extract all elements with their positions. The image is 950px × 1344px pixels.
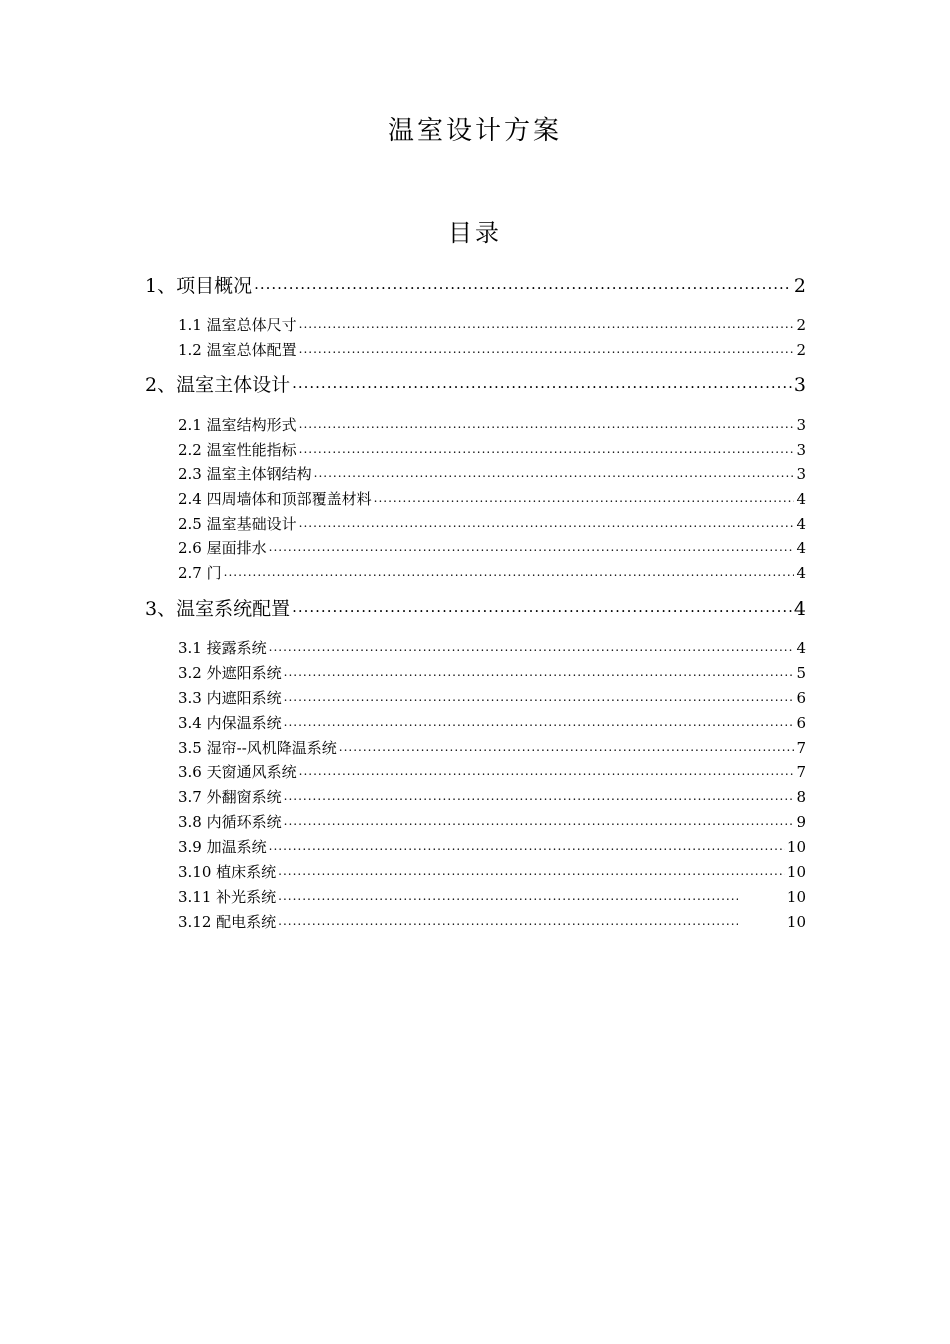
toc-entry-2-2[interactable]	[178, 439, 806, 461]
toc-entry-label: 3.7 外翻窗系统	[178, 788, 282, 806]
toc-entry-page: 4	[796, 564, 806, 582]
toc-entry-2-3[interactable]	[178, 463, 806, 485]
toc-entry-label: 3.9 加温系统	[178, 838, 267, 856]
toc-entry-2-5[interactable]	[178, 513, 806, 535]
toc-leader-dots	[278, 887, 738, 902]
toc-entry-label: 2.3 温室主体钢结构	[178, 465, 312, 483]
toc-leader-dots	[284, 713, 795, 728]
toc-entry-label: 2.5 温室基础设计	[178, 515, 297, 533]
toc-leader-dots	[254, 273, 792, 292]
toc-leader-dots	[292, 596, 792, 615]
toc-entry-label: 2.6 屋面排水	[178, 539, 267, 557]
toc-leader-dots	[299, 340, 795, 355]
toc-entry-page: 2	[793, 275, 806, 297]
toc-leader-dots	[299, 415, 795, 430]
toc-leader-dots	[339, 738, 795, 753]
toc-heading: 目录	[448, 219, 502, 247]
toc-entry-3-2[interactable]	[178, 662, 806, 684]
toc-leader-dots	[284, 688, 795, 703]
toc-entry-page: 3	[796, 441, 806, 459]
toc-entry-3-9[interactable]	[178, 836, 806, 858]
toc-entry-page: 10	[786, 838, 806, 856]
toc-entry-page: 2	[796, 341, 806, 359]
toc-entry-label: 3.3 内遮阳系统	[178, 689, 282, 707]
toc-entry-label: 3.12 配电系统	[178, 913, 277, 931]
toc-entry-3-10[interactable]	[178, 861, 806, 883]
toc-leader-dots	[299, 514, 795, 529]
toc-entry-label: 2.2 温室性能指标	[178, 441, 297, 459]
toc-entry-3-4[interactable]	[178, 712, 806, 734]
toc-entry-2-6[interactable]	[178, 537, 806, 559]
toc-entry-page: 2	[796, 316, 806, 334]
toc-entry-page: 4	[796, 490, 806, 508]
toc-entry-label: 1、项目概况	[145, 275, 253, 297]
toc-entry-page: 5	[796, 664, 806, 682]
toc-entry-label: 2.1 温室结构形式	[178, 416, 297, 434]
toc-entry-3-12[interactable]	[178, 911, 806, 933]
toc-leader-dots	[284, 663, 795, 678]
toc-entry-label: 2.4 四周墙体和顶部覆盖材料	[178, 490, 372, 508]
toc-entry-label: 3、温室系统配置	[145, 598, 291, 620]
toc-entry-page: 3	[793, 374, 806, 396]
toc-entry-page: 4	[796, 639, 806, 657]
toc-entry-page: 4	[796, 539, 806, 557]
toc-entry-page: 4	[793, 598, 806, 620]
toc-entry-3-7[interactable]	[178, 786, 806, 808]
toc-entry-label: 3.1 接露系统	[178, 639, 267, 657]
toc-leader-dots	[299, 440, 795, 455]
toc-entry-label: 2.7 门	[178, 564, 222, 582]
toc-entry-2-4[interactable]	[178, 488, 806, 510]
toc-entry-page: 10	[786, 888, 806, 906]
toc-entry-label: 3.6 天窗通风系统	[178, 763, 297, 781]
toc-entry-section-3[interactable]	[145, 596, 806, 622]
toc-leader-dots	[284, 787, 795, 802]
toc-entry-page: 3	[796, 465, 806, 483]
toc-leader-dots	[292, 372, 792, 391]
toc-entry-page: 4	[796, 515, 806, 533]
toc-leader-dots	[314, 464, 795, 479]
toc-entry-1-2[interactable]	[178, 339, 806, 361]
toc-leader-dots	[278, 912, 738, 927]
toc-leader-dots	[278, 862, 785, 877]
toc-entry-2-1[interactable]	[178, 414, 806, 436]
toc-entry-page: 7	[796, 739, 806, 757]
document-title: 温室设计方案	[387, 116, 562, 146]
toc-entry-label: 3.10 植床系统	[178, 863, 277, 881]
toc-entry-page: 8	[796, 788, 806, 806]
toc-leader-dots	[284, 812, 795, 827]
toc-entry-1-1[interactable]	[178, 314, 806, 336]
toc-entry-section-1[interactable]	[145, 273, 806, 299]
toc-entry-3-6[interactable]	[178, 761, 806, 783]
toc-entry-label: 3.2 外遮阳系统	[178, 664, 282, 682]
toc-entry-label: 1.2 温室总体配置	[178, 341, 297, 359]
toc-leader-dots	[299, 315, 795, 330]
toc-leader-dots	[299, 762, 795, 777]
toc-entry-3-11[interactable]	[178, 886, 806, 908]
toc-leader-dots	[269, 538, 795, 553]
toc-leader-dots	[224, 563, 795, 578]
toc-entry-page: 6	[796, 714, 806, 732]
toc-entry-label: 3.5 湿帘--风机降温系统	[178, 739, 337, 757]
toc-entry-label: 3.8 内循环系统	[178, 813, 282, 831]
toc-entry-label: 1.1 温室总体尺寸	[178, 316, 297, 334]
toc-entry-2-7[interactable]	[178, 562, 806, 584]
toc-entry-page: 6	[796, 689, 806, 707]
toc-leader-dots	[269, 837, 785, 852]
toc-entry-label: 3.11 补光系统	[178, 888, 277, 906]
toc-entry-3-3[interactable]	[178, 687, 806, 709]
toc-entry-page: 3	[796, 416, 806, 434]
toc-leader-dots	[374, 489, 795, 504]
toc-entry-3-8[interactable]	[178, 811, 806, 833]
toc-entry-page: 10	[786, 863, 806, 881]
toc-entry-label: 2、温室主体设计	[145, 374, 291, 396]
toc-entry-page: 10	[786, 913, 806, 931]
toc-entry-label: 3.4 内保温系统	[178, 714, 282, 732]
toc-entry-3-1[interactable]	[178, 637, 806, 659]
toc-entry-page: 9	[796, 813, 806, 831]
toc-entry-page: 7	[796, 763, 806, 781]
toc-entry-section-2[interactable]	[145, 372, 806, 398]
toc-leader-dots	[269, 638, 795, 653]
toc-entry-3-5[interactable]	[178, 737, 806, 759]
